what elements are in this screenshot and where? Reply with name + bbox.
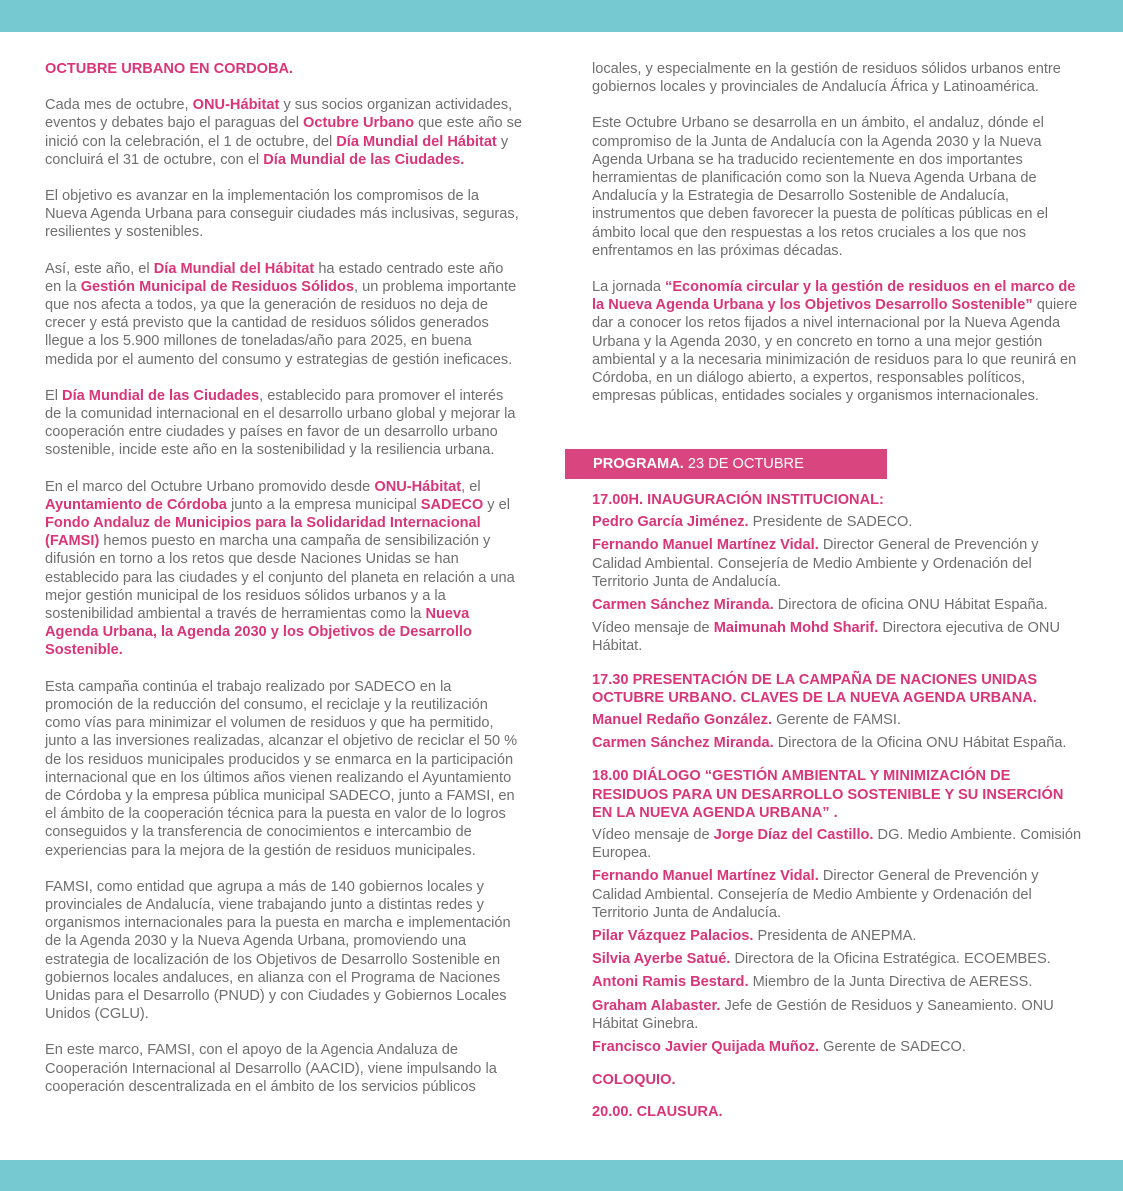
body-text: locales, y especialmente en la gestión de residuos sólidos urbanos entre gobiernos locales y provinciales de Andalucía África y Latinoamérica.: [592, 61, 1061, 96]
body-text: Miembro de la Junta Directiva de AERESS.: [748, 974, 1033, 991]
program-entry: [592, 1038, 1082, 1056]
body-text: En este marco, FAMSI, con el apoyo de la Agencia Andaluza de Cooperación Internacional al Desarrollo (AACID), viene impulsando la cooperación descentralizada en el ámbito de los servicios públicos: [45, 1042, 497, 1095]
program-entry: [592, 950, 1082, 968]
body-text: Así, este año, el: [45, 260, 154, 277]
paragraph-intro: [45, 96, 523, 169]
highlight-text: Día Mundial de las Ciudades.: [263, 151, 465, 168]
body-text: , establecido para promover el interés de la comunidad internacional en el desarrollo urbano global y mejorar la cooperación entre ciudades y países en favor de un desarrollo urbano sostenible, incide este año en la sostenibilidad y la resiliencia urbana.: [45, 387, 516, 459]
top-band: [0, 0, 1123, 32]
body-text: , el: [461, 478, 481, 495]
program-entry: [592, 513, 1082, 531]
clausura-label: 20.00. CLAUSURA.: [592, 1104, 723, 1121]
highlight-text: Nueva Agenda Urbana, la Agenda 2030 y los Objetivos de Desarrollo Sostenible.: [45, 606, 472, 659]
program-header-bar: [565, 449, 887, 479]
highlight-text: Carmen Sánchez Miranda.: [592, 597, 774, 614]
highlight-text: Silvia Ayerbe Satué.: [592, 951, 731, 968]
highlight-text: Pilar Vázquez Palacios.: [592, 928, 754, 945]
program-section-3: [592, 767, 1082, 1056]
highlight-text: Ayuntamiento de Córdoba: [45, 496, 227, 513]
program-section-1: [592, 491, 1082, 656]
body-text: Gerente de SADECO.: [819, 1039, 966, 1056]
program-date: 23 DE OCTUBRE: [683, 456, 804, 472]
paragraph-famsi: [45, 878, 523, 1024]
body-text: Vídeo mensaje de: [592, 827, 714, 844]
body-text: Directora de oficina ONU Hábitat España.: [773, 597, 1048, 614]
highlight-text: Fondo Andaluz de Municipios para la Solidaridad Internacional (FAMSI): [45, 515, 481, 550]
body-text: Directora de la Oficina Estratégica. ECOEMBES.: [730, 951, 1051, 968]
program-entry: [592, 734, 1082, 752]
body-text: Gerente de FAMSI.: [772, 712, 901, 729]
highlight-text: Fernando Manuel Martínez Vidal.: [592, 537, 819, 554]
body-text: Directora ejecutiva de ONU Hábitat.: [592, 620, 1060, 655]
left-column: [45, 60, 523, 1114]
highlight-text: “Economía circular y la gestión de residuos en el marco de la Nueva Agenda Urbana y los Objetivos Desarrollo Sostenible”: [592, 279, 1076, 314]
program-heading: 18.00 DIÁLOGO “GESTIÓN AMBIENTAL Y MINIMIZACIÓN DE RESIDUOS PARA UN DESARROLLO SOSTENIBLE Y SU INSERCIÓN EN LA NUEVA AGENDA URBANA” .: [592, 768, 1064, 821]
body-text: quiere dar a conocer los retos fijados a nivel internacional por la Nueva Agenda Urbana y la Agenda 2030, y en concreto en torno a una mejor gestión ambiental y a la necesaria minimización de residuos para lo que reunirá en Córdoba, en un diálogo abierto, a expertos, responsables políticos, empresas públicas, entidades sociales y organismos internacionales.: [592, 297, 1078, 405]
body-text: y sus socios organizan actividades, eventos y debates bajo el paraguas del: [45, 97, 513, 132]
highlight-text: SADECO: [420, 496, 484, 513]
program-list: [592, 491, 1082, 1126]
coloquio-label: COLOQUIO.: [592, 1072, 676, 1089]
body-text: Este Octubre Urbano se desarrolla en un ámbito, el andaluz, dónde el compromiso de la Junta de Andalucía con la Agenda 2030 y la Nueva Agenda Urbana se ha traducido recientemente en dos importantes herramientas de planificación como son la Nueva Agenda Urbana de Andalucía y la Estrategia de Desarrollo Sostenible de Andalucía, instrumentos que deben favorecer la puesta de políticas públicas en el ámbito local que den respuestas a los retos cruciales a los que nos enfrentamos en las próximas décadas.: [592, 115, 1048, 259]
paragraph-jornada: [592, 278, 1078, 405]
program-entry: [592, 711, 1082, 729]
body-text: FAMSI, como entidad que agrupa a más de 140 gobiernos locales y provinciales de Andalucía, viene trabajando junto a distintas redes y organismos internacionales para la puesta en marcha e implementación de la Agenda 2030 y la Nueva Agenda Urbana, promoviendo una estrategia de localización de los Objetivos de Desarrollo Sostenible en gobiernos locales andaluces, en alianza con el Programa de Naciones Unidas para el Desarrollo (PNUD) y con Ciudades y Gobiernos Locales Unidos (CGLU).: [45, 878, 511, 1023]
highlight-text: Graham Alabaster.: [592, 997, 721, 1014]
program-entry: [592, 596, 1082, 614]
program-section-2: [592, 671, 1082, 753]
highlight-text: Gestión Municipal de Residuos Sólidos: [80, 278, 354, 295]
program-entry: [592, 927, 1082, 945]
body-text: ha estado centrado este año en la: [45, 260, 504, 295]
body-text: , un problema importante que nos afecta a todos, ya que la generación de residuos no deja de crecer y está previsto que la cantidad de residuos sólidos generados llegue a los 5.900 millones de toneladas/año para 2025, en buena medida por el aumento del consumo y estrategias de gestión ineficaces.: [45, 278, 517, 368]
body-text: El: [45, 387, 63, 404]
body-text: DG. Medio Ambiente. Comisión Europea.: [592, 827, 1082, 862]
body-text: que este año se inició con la celebración, el 1 de octubre, del: [45, 115, 523, 150]
body-text: Directora de la Oficina ONU Hábitat España.: [773, 735, 1067, 752]
highlight-text: Maimunah Mohd Sharif.: [713, 620, 879, 637]
body-text: Presidente de SADECO.: [748, 514, 913, 531]
highlight-text: ONU-Hábitat: [192, 97, 280, 114]
program-entry: [592, 619, 1082, 655]
highlight-text: Día Mundial de las Ciudades: [62, 387, 260, 404]
body-text: Presidenta de ANEPMA.: [753, 928, 917, 945]
paragraph-sadeco: [45, 678, 523, 860]
paragraph-habitat-day: [45, 260, 523, 369]
body-text: Vídeo mensaje de: [592, 620, 714, 637]
program-entry: [592, 536, 1082, 591]
program-label: PROGRAMA.: [593, 456, 684, 472]
body-text: junto a la empresa municipal: [226, 496, 421, 513]
program-entry: [592, 867, 1082, 922]
paragraph-campaign: [45, 478, 523, 660]
body-text: Cada mes de octubre,: [45, 97, 193, 114]
body-text: Jefe de Gestión de Residuos y Saneamiento. ONU Hábitat Ginebra.: [592, 997, 1054, 1032]
highlight-text: Carmen Sánchez Miranda.: [592, 735, 774, 752]
paragraph-continuation: [592, 60, 1078, 96]
body-text: hemos puesto en marcha una campaña de sensibilización y difusión en torno a los retos que desde Naciones Unidas se han establecido para las ciudades y el conjunto del planeta en relación a una mejor gestión municipal de los residuos sólidos urbanos y a la sostenibilidad ambiental a través de herramientas como la: [45, 533, 515, 623]
program-heading: 17.00H. INAUGURACIÓN INSTITUCIONAL:: [592, 492, 884, 508]
body-text: Director General de Prevención y Calidad Ambiental. Consejería de Medio Ambiente y Ordenación del Territorio Junta de Andalucía.: [592, 868, 1039, 921]
paragraph-cities-day: [45, 387, 523, 460]
body-text: La jornada: [592, 279, 666, 296]
highlight-text: Francisco Javier Quijada Muñoz.: [592, 1039, 820, 1056]
right-column: [592, 60, 1078, 423]
program-entry: [592, 997, 1082, 1033]
paragraph-andalucia: [592, 114, 1078, 260]
highlight-text: Jorge Díaz del Castillo.: [713, 827, 874, 844]
program-entry: [592, 973, 1082, 991]
body-text: El objetivo es avanzar en la implementación los compromisos de la Nueva Agenda Urbana para conseguir ciudades más inclusivas, seguras, resilientes y sostenibles.: [45, 188, 519, 241]
body-text: y concluirá el 31 de octubre, con el: [45, 133, 509, 168]
body-text: Director General de Prevención y Calidad Ambiental. Consejería de Medio Ambiente y Ordenación del Territorio Junta de Andalucía.: [592, 537, 1039, 590]
program-entry: [592, 826, 1082, 862]
highlight-text: Pedro García Jiménez.: [592, 514, 749, 531]
highlight-text: Manuel Redaño González.: [592, 712, 773, 729]
body-text: Esta campaña continúa el trabajo realizado por SADECO en la promoción de la reducción del consumo, el reciclaje y la reutilización como vías para minimizar el volumen de residuos y que ha permitido, junto a las inversiones realizadas, alcanzar el objetivo de reciclar el 50 % de los residuos municipales producidos y se enmarca en la participación internacional que en los últimos años vienen realizando el Ayuntamiento de Córdoba y la empresa pública municipal SADECO, junto a FAMSI, en el ámbito de la cooperación técnica para la puesta en valor de lo logros conseguidos y la transferencia de conocimientos e intercambio de experiencias para la mejora de la gestión de residuos municipales.: [45, 678, 518, 859]
highlight-text: Fernando Manuel Martínez Vidal.: [592, 868, 819, 885]
highlight-text: Octubre Urbano: [303, 115, 415, 132]
program-heading: 17.30 PRESENTACIÓN DE LA CAMPAÑA DE NACIONES UNIDAS OCTUBRE URBANO. CLAVES DE LA NUEVA AGENDA URBANA.: [592, 671, 1038, 706]
body-text: y el: [483, 496, 510, 513]
highlight-text: Día Mundial del Hábitat: [153, 260, 315, 277]
bottom-band: [0, 1160, 1123, 1191]
highlight-text: ONU-Hábitat: [374, 478, 462, 495]
highlight-text: Antoni Ramis Bestard.: [592, 974, 749, 991]
paragraph-aacid: [45, 1041, 523, 1096]
highlight-text: Día Mundial del Hábitat: [336, 133, 497, 150]
paragraph-objective: [45, 187, 523, 242]
body-text: En el marco del Octubre Urbano promovido desde: [45, 478, 375, 495]
section-title: OCTUBRE URBANO EN CORDOBA.: [45, 61, 294, 77]
